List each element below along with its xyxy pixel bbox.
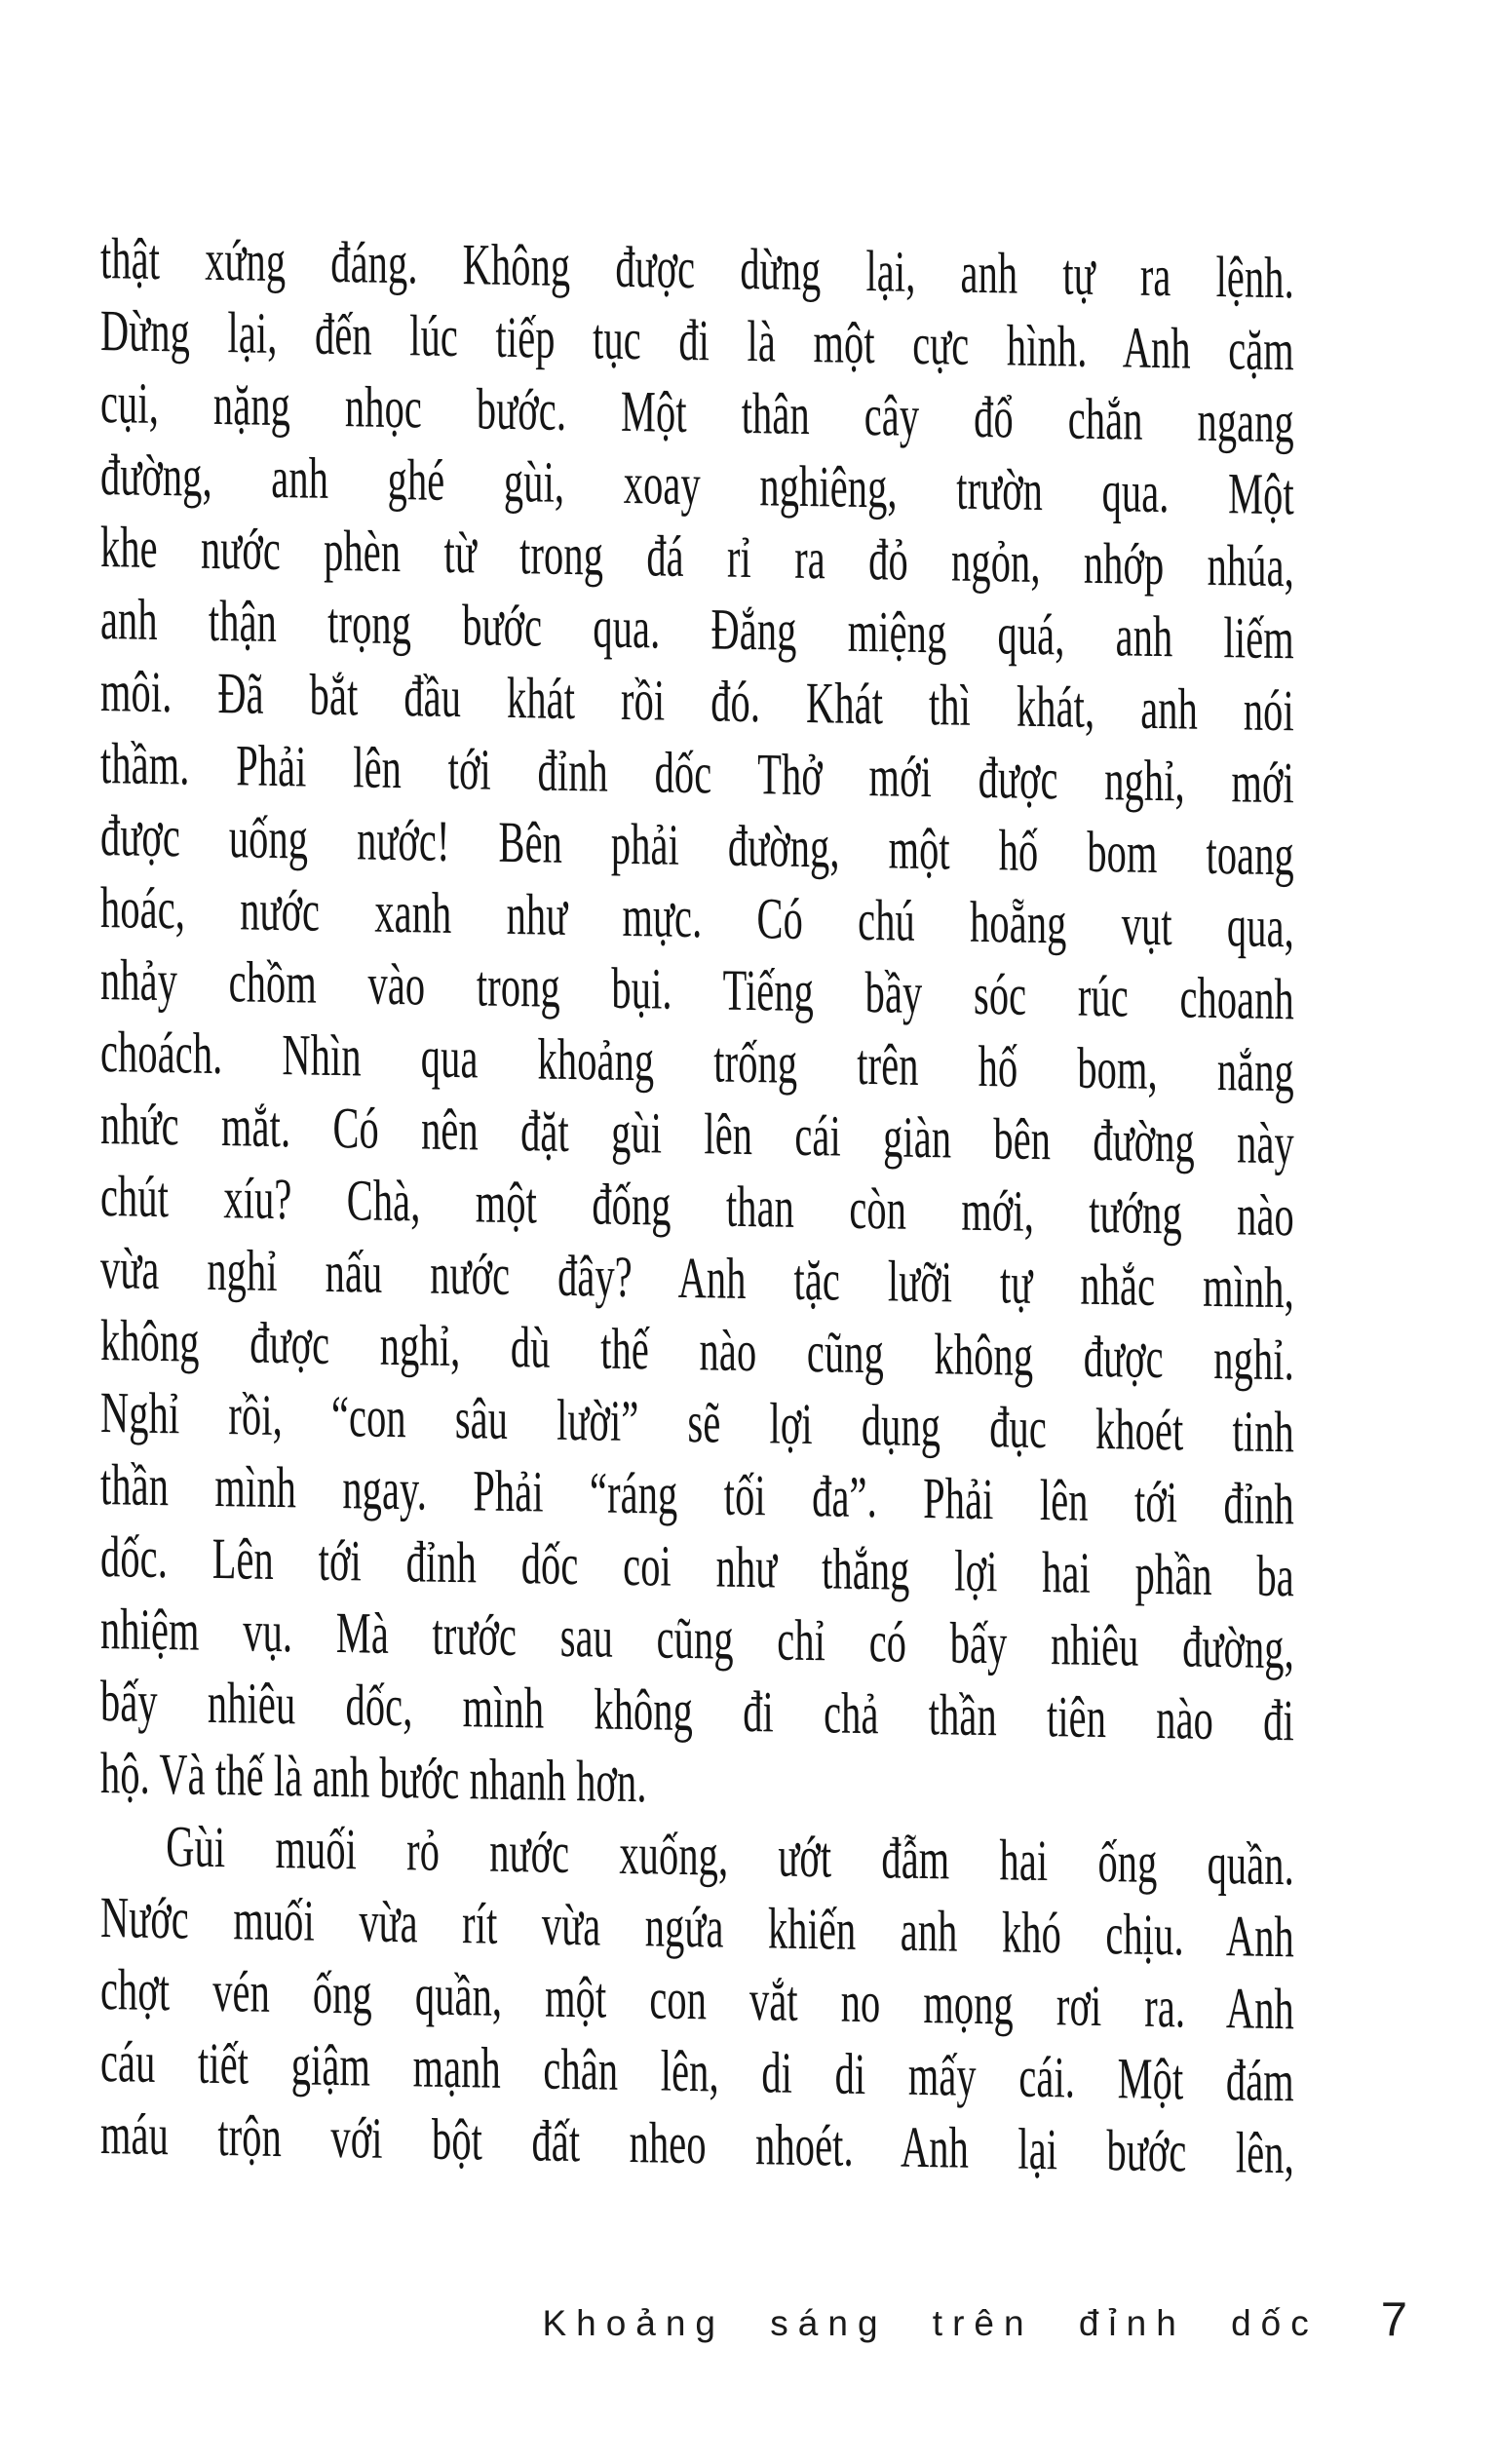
body-line: Dừng lại, đến lúc tiếp tục đi là một cực hình. Anh cặm (100, 298, 1294, 383)
body-line: không được nghỉ, dù thế nào cũng không được nghỉ. (100, 1308, 1294, 1393)
body-line: vừa nghỉ nấu nước đây? Anh tặc lưỡi tự nhắc mình, (100, 1236, 1294, 1321)
body-line-paragraph-end: hộ. Và thế là anh bước nhanh hơn. (100, 1741, 647, 1815)
body-line: được uống nước! Bên phải đường, một hố bom toang (100, 803, 1294, 888)
body-line: dốc. Lên tới đỉnh dốc coi như thắng lợi hai phần ba (100, 1524, 1294, 1609)
running-title: Khoảng sáng trên đỉnh dốc (542, 2303, 1319, 2343)
page-footer (542, 2292, 1407, 2347)
body-line: nhiệm vụ. Mà trước sau cũng chỉ có bấy nhiêu đường, (100, 1597, 1294, 1681)
body-line: môi. Đã bắt đầu khát rồi đó. Khát thì khát, anh nói (100, 659, 1294, 744)
body-text (100, 222, 1497, 2199)
body-line: Nước muối vừa rít vừa ngứa khiến anh khó chịu. Anh (100, 1885, 1294, 1970)
body-line: khe nước phèn từ trong đá rỉ ra đỏ ngỏn, nhớp nhúa, (100, 515, 1294, 599)
body-line: thật xứng đáng. Không được dừng lại, anh tự ra lệnh. (100, 226, 1294, 311)
body-line: hoác, nước xanh như mực. Có chú hoẵng vụt qua, (100, 875, 1294, 960)
body-line: choách. Nhìn qua khoảng trống trên hố bom, nắng (100, 1020, 1294, 1104)
body-line: chợt vén ống quần, một con vắt no mọng rơi ra. Anh (100, 1957, 1294, 2042)
body-line: thần mình ngay. Phải “ráng tối đa”. Phải lên tới đỉnh (100, 1452, 1294, 1537)
body-line: thầm. Phải lên tới đỉnh dốc Thở mới được nghỉ, mới (100, 731, 1294, 816)
body-line: chút xíu? Chà, một đống than còn mới, tướng nào (100, 1164, 1294, 1249)
body-line: nhảy chồm vào trong bụi. Tiếng bầy sóc rúc choanh (100, 947, 1294, 1032)
body-line: máu trộn với bột đất nheo nhoét. Anh lại bước lên, (100, 2101, 1294, 2186)
body-line: bấy nhiêu dốc, mình không đi chả thần tiên nào đi (100, 1669, 1294, 1753)
body-line: anh thận trọng bước qua. Đắng miệng quá, anh liếm (100, 587, 1294, 672)
body-line: cáu tiết giậm mạnh chân lên, di di mấy cái. Một đám (100, 2029, 1294, 2114)
body-line: Nghỉ rồi, “con sâu lười” sẽ lợi dụng đục khoét tinh (100, 1380, 1294, 1465)
body-line: cụi, nặng nhọc bước. Một thân cây đổ chắn ngang (100, 370, 1294, 455)
body-line: đường, anh ghé gùi, xoay nghiêng, trườn qua. Một (100, 443, 1294, 527)
body-line-paragraph-start: Gùi muối rỏ nước xuống, ướt đẫm hai ống quần. (166, 1814, 1294, 1898)
body-line: nhức mắt. Có nên đặt gùi lên cái giàn bên đường này (100, 1092, 1294, 1176)
page-number: 7 (1380, 2293, 1407, 2346)
